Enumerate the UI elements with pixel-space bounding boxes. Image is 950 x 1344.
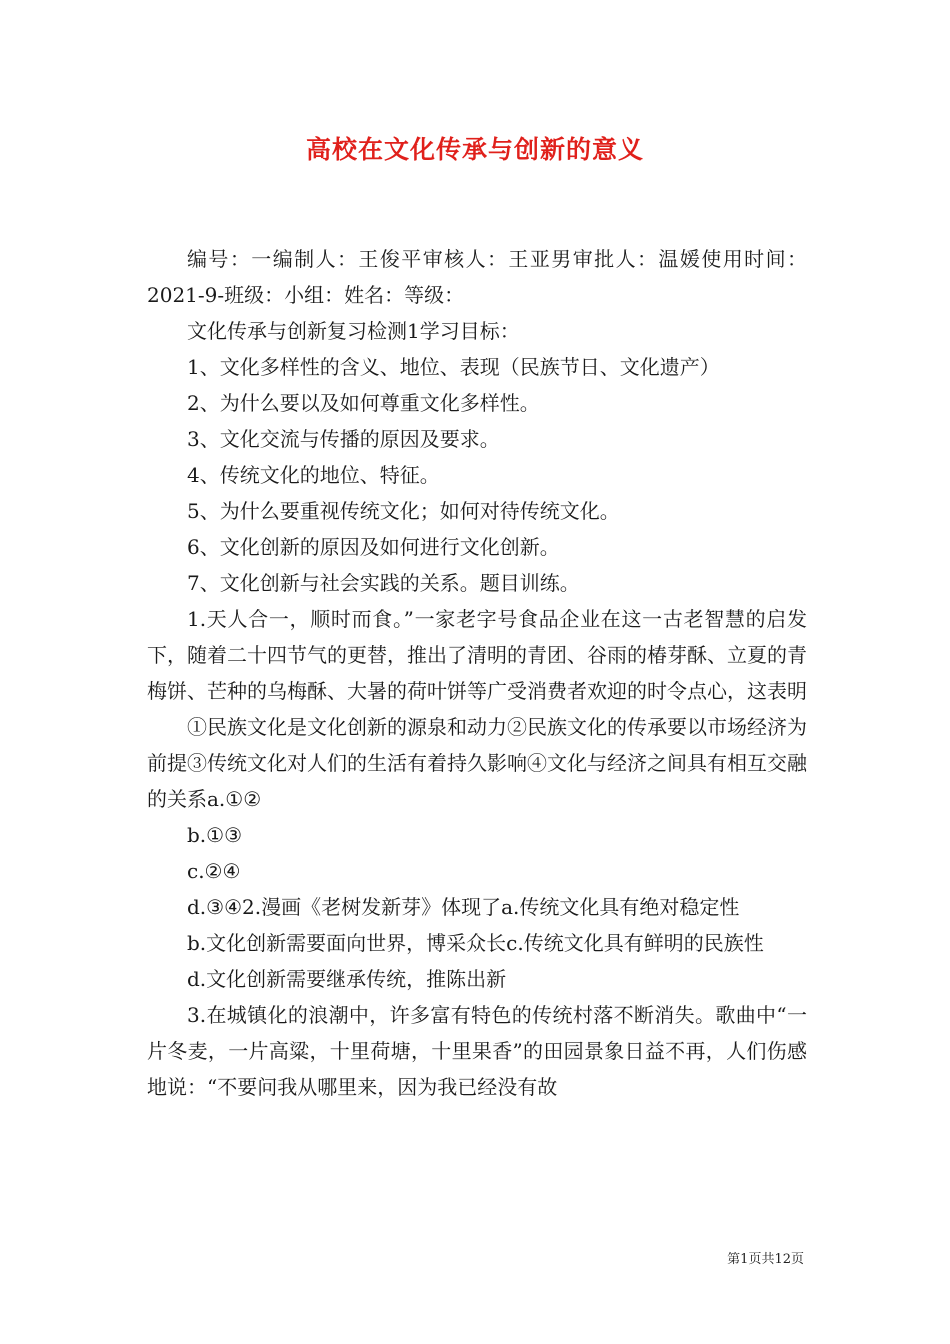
paragraph-objective-4: 4、传统文化的地位、特征。 [187,463,440,487]
question-2-option-d: d.文化创新需要继承传统，推陈出新 [187,967,507,991]
paragraph-objective-2: 2、为什么要以及如何尊重文化多样性。 [187,391,540,415]
document-title: 高校在文化传承与创新的意义 [305,135,644,164]
question-3: 3.在城镇化的浪潮中，许多富有特色的传统村落不断消失。歌曲中“一片冬麦，一片高粱，十里荷塘，十里果香”的田园景象日益不再，人们伤感地说：“不要问我从哪里来，因为我已经没有故 [147,1003,807,1099]
document-body [147,241,807,1105]
question-1: 1.天人合一，顺时而食。”一家老字号食品企业在这一古老智慧的启发下，随着二十四节气的更替，推出了清明的青团、谷雨的椿芽酥、立夏的青梅饼、芒种的乌梅酥、大暑的荷叶饼等广受消费者欢迎的时令点心，这表明 [147,607,807,703]
page-number: 第1页共12页 [727,1252,804,1267]
paragraph-objective-1: 1、文化多样性的含义、地位、表现（民族节日、文化遗产） [187,355,720,379]
question-1-option-c: c.②④ [187,859,241,883]
paragraph-objective-5: 5、为什么要重视传统文化；如何对待传统文化。 [187,499,620,523]
question-1-option-b: b.①③ [187,823,243,847]
question-1-statements: ①民族文化是文化创新的源泉和动力②民族文化的传承要以市场经济为前提③传统文化对人们的生活有着持久影响④文化与经济之间具有相互交融的关系a.①② [147,715,807,811]
question-2-option-b: b.文化创新需要面向世界，博采众长c.传统文化具有鲜明的民族性 [187,931,764,955]
paragraph-objectives-heading: 文化传承与创新复习检测1学习目标： [187,319,520,343]
question-2: d.③④2.漫画《老树发新芽》体现了a.传统文化具有绝对稳定性 [187,895,740,919]
paragraph-objective-3: 3、文化交流与传播的原因及要求。 [187,427,500,451]
paragraph-objective-7: 7、文化创新与社会实践的关系。题目训练。 [187,571,580,595]
paragraph-meta: 编号：一编制人：王俊平审核人：王亚男审批人：温媛使用时间：2021-9-班级：小组：姓名：等级： [147,247,807,307]
paragraph-objective-6: 6、文化创新的原因及如何进行文化创新。 [187,535,560,559]
